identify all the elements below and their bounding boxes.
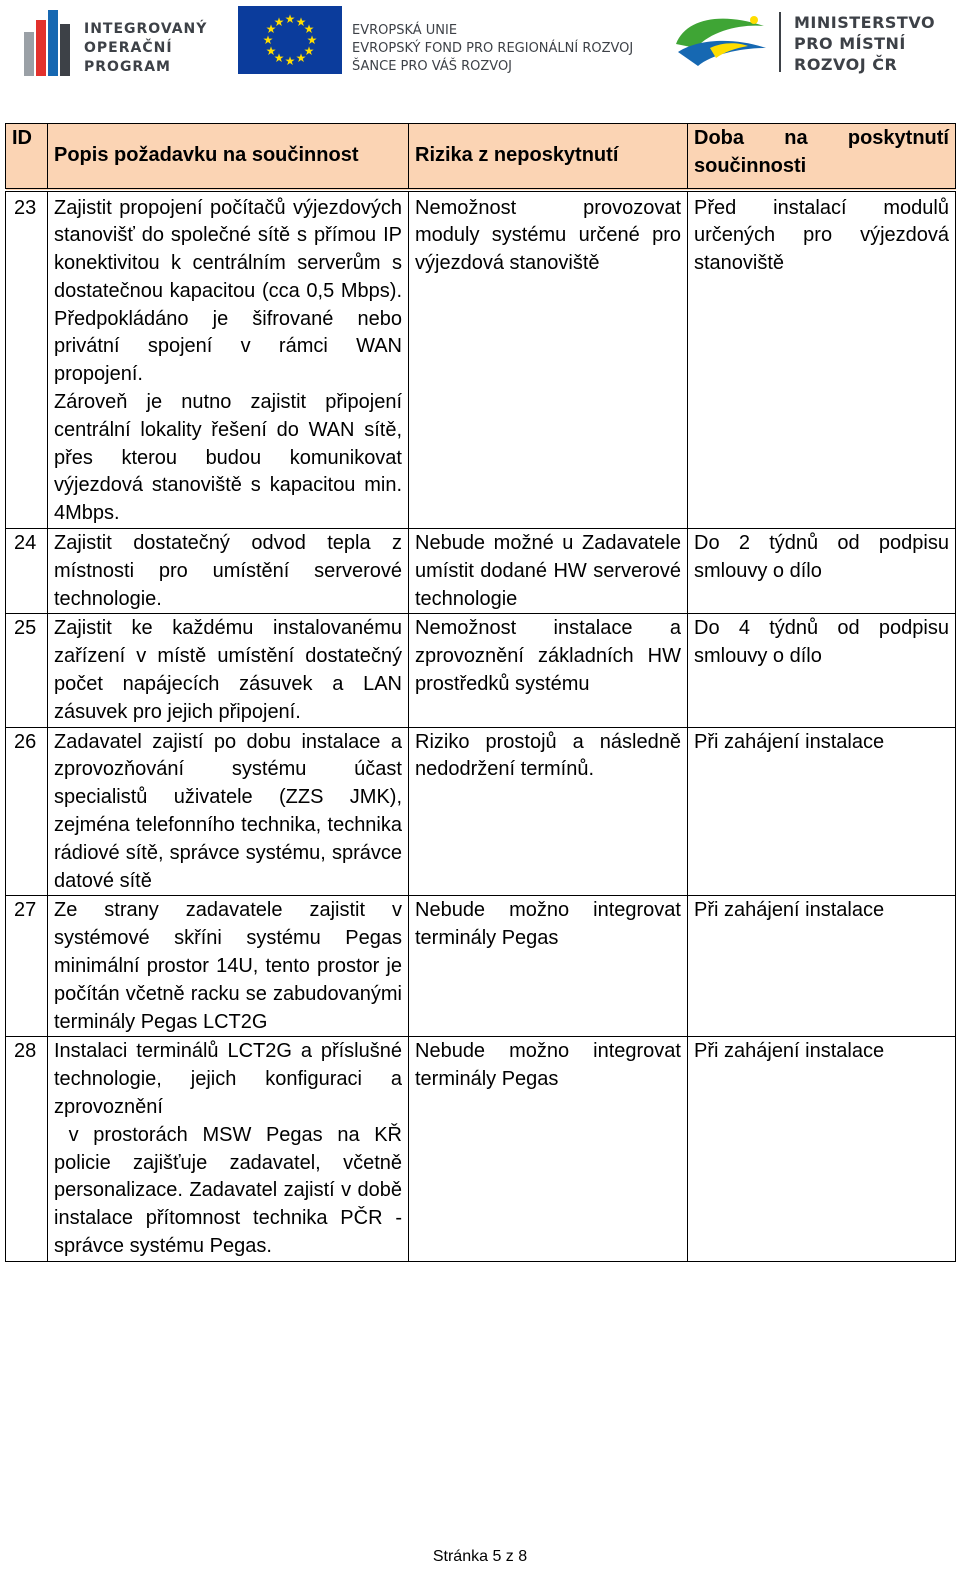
table-row (6, 1037, 956, 1261)
mmr-divider (779, 12, 781, 72)
cell-risk: Nebude možné u Zadavatele umístit dodané HW serverové technologie (409, 529, 688, 614)
cell-id: 25 (6, 614, 48, 727)
svg-text:★: ★ (295, 51, 307, 65)
cell-risk: Riziko prostojů a následně nedodržení termínů. (409, 727, 688, 896)
cell-risk: Nemožnost instalace a zprovoznění základních HW prostředků systému (409, 614, 688, 727)
cell-time: Do 4 týdnů od podpisu smlouvy o dílo (688, 614, 956, 727)
table-row (6, 727, 956, 896)
cell-time: Do 2 týdnů od podpisu smlouvy o dílo (688, 529, 956, 614)
svg-text:★: ★ (306, 33, 318, 47)
table-row (6, 190, 956, 529)
eu-line2: EVROPSKÝ FOND PRO REGIONÁLNÍ ROZVOJ (352, 41, 634, 56)
cell-desc-p1: Instalaci terminálů LCT2G a příslušné technologie, jejich konfiguraci a zprovoznění (54, 1040, 402, 1118)
cell-desc: Ze strany zadavatele zajistit v systémové skříni systému Pegas minimální prostor 14U, tento prostor je počítán včetně racku se zabudovanými terminály Pegas LCT2G (48, 896, 409, 1037)
page-header (0, 0, 960, 90)
cell-risk: Nebude možno integrovat terminály Pegas (409, 1037, 688, 1261)
column-header-desc: Popis požadavku na součinnost (48, 124, 409, 190)
eu-line3: ŠANCE PRO VÁŠ ROZVOJ (352, 59, 513, 74)
svg-text:★: ★ (265, 44, 277, 58)
cell-risk: Nemožnost provozovat moduly systému určené pro výjezdová stanoviště (409, 190, 688, 529)
svg-text:★: ★ (284, 54, 296, 68)
svg-text:★: ★ (303, 44, 315, 58)
svg-text:★: ★ (265, 22, 277, 36)
iop-line1: INTEGROVANÝ (84, 21, 208, 37)
requirements-table (5, 123, 956, 1262)
iop-logo (24, 6, 214, 76)
cell-desc (48, 1037, 409, 1261)
cell-time: Před instalací modulů určených pro výjezdová stanoviště (688, 190, 956, 529)
table-row (6, 529, 956, 614)
cell-desc: Zajistit ke každému instalovanému zařízení v místě umístění dostatečný počet napájecích zásuvek a LAN zásuvek pro jejich připojení. (48, 614, 409, 727)
cell-desc: Zadavatel zajistí po dobu instalace a zprovozňování systému účast specialistů uživatele (ZZS JMK), zejména telefonního technika, technika rádiové sítě, správce systému, správce datové sítě (48, 727, 409, 896)
column-header-id: ID (6, 124, 48, 190)
table-row (6, 614, 956, 727)
svg-text:★: ★ (284, 12, 296, 26)
page-number: Stránka 5 z 8 (432, 1548, 528, 1565)
svg-text:★: ★ (262, 33, 274, 47)
iop-text (84, 20, 207, 77)
cell-desc-p1: Zajistit propojení počítačů výjezdových stanovišť do společné sítě s přímou IP konektivitou k centrálním serverům s dostatečnou kapacitou (cca 0,5 Mbps). Předpokládáno je šifrované nebo privátní spojení v rámci WAN propojení. (54, 196, 402, 386)
cell-risk: Nebude možno integrovat terminály Pegas (409, 896, 688, 1037)
cell-time: Při zahájení instalace (688, 727, 956, 896)
iop-line3: PROGRAM (84, 59, 171, 75)
mmr-logo-icon (672, 8, 772, 74)
iop-line2: OPERAČNÍ (84, 40, 173, 56)
table-header-row (6, 124, 956, 190)
cell-id: 26 (6, 727, 48, 896)
svg-text:★: ★ (295, 15, 307, 29)
iop-bars-icon (24, 6, 80, 76)
column-header-time: Doba na poskytnutí součinnosti (688, 124, 956, 190)
mmr-line3: ROZVOJ ČR (794, 55, 898, 74)
cell-id: 24 (6, 529, 48, 614)
cell-id: 27 (6, 896, 48, 1037)
mmr-line2: PRO MÍSTNÍ (794, 34, 906, 53)
cell-time: Při zahájení instalace (688, 896, 956, 1037)
cell-desc (48, 190, 409, 529)
cell-id: 28 (6, 1037, 48, 1261)
cell-desc-p2: v prostorách MSW Pegas na KŘ policie zajišťuje zadavatel, včetně personalizace. Zadavatel zajistí v době instalace přítomnost technika PČR - správce systému Pegas. (54, 1123, 408, 1257)
eu-flag-icon (238, 6, 342, 74)
svg-text:★: ★ (273, 15, 285, 29)
cell-desc-p2: Zároveň je nutno zajistit připojení centrální lokality řešení do WAN sítě, přes kterou budou komunikovat výjezdová stanoviště s kapacitou min. 4Mbps. (54, 391, 402, 525)
column-header-risk: Rizika z neposkytnutí (409, 124, 688, 190)
svg-text:★: ★ (273, 51, 285, 65)
eu-text (352, 22, 633, 76)
cell-time: Při zahájení instalace (688, 1037, 956, 1261)
requirements-table-wrap (5, 123, 955, 1262)
mmr-line1: MINISTERSTVO (794, 13, 936, 32)
mmr-text (794, 12, 935, 75)
svg-text:★: ★ (303, 22, 315, 36)
cell-desc: Zajistit dostatečný odvod tepla z místnosti pro umístění serverové technologie. (48, 529, 409, 614)
cell-id: 23 (6, 190, 48, 529)
table-row (6, 896, 956, 1037)
eu-line1: EVROPSKÁ UNIE (352, 23, 458, 38)
